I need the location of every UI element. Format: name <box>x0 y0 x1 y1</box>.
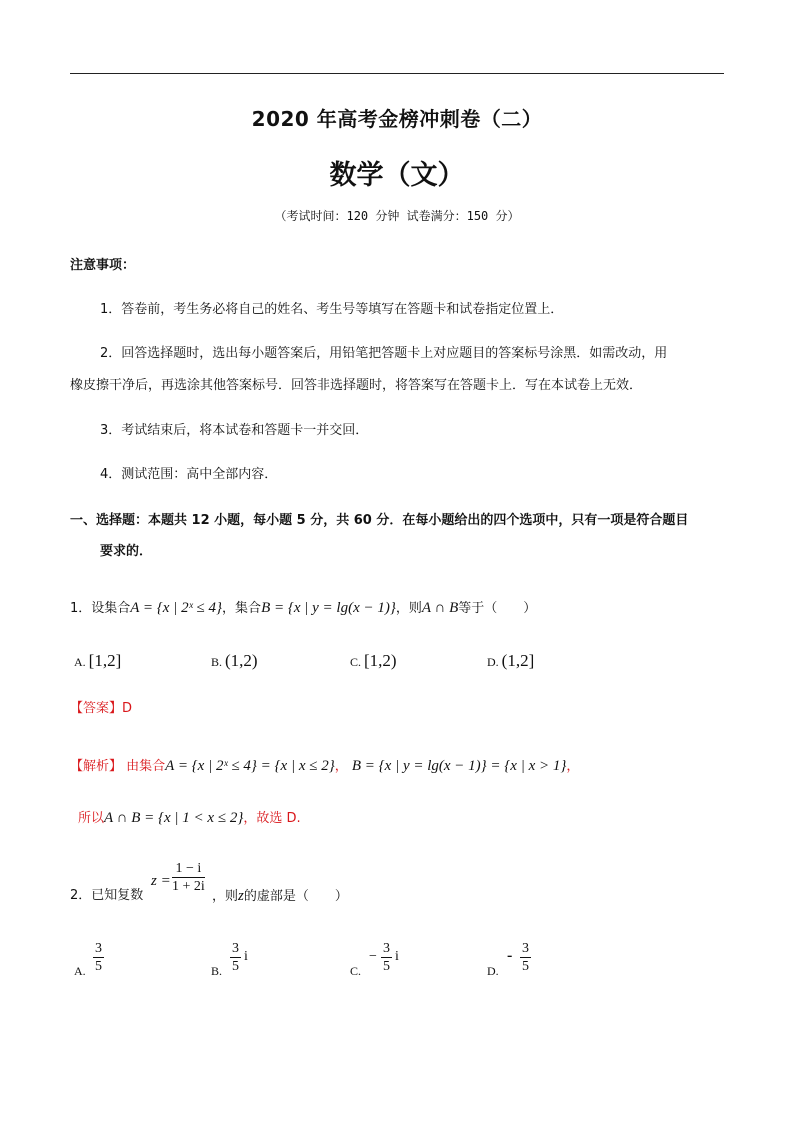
q2-option-d-letter: D. <box>487 964 499 978</box>
conclusion-math: A ∩ B = {x | 1 < x ≤ 2} <box>104 810 244 826</box>
notice-heading: 注意事项： <box>70 258 136 273</box>
set-a: A = {x | 2ˣ ≤ 4} <box>130 600 223 616</box>
section-heading: 一、选择题：本题共 12 小题，每小题 5 分，共 60 分．在每小题给出的四个选项中，只有一项是符合题目 <box>70 513 689 528</box>
z-fraction: $\frac{1 - i}{1 + 2i}$ <box>172 861 205 894</box>
q2-option-c-sign: − <box>369 949 377 964</box>
question-1: 1．设集合A = {x | 2ˣ ≤ 4}，集合B = {x | y = lg(x − 1)}，则A ∩ B等于（ ） <box>70 600 537 616</box>
notice-item-3: 3．考试结束后，将本试卷和答题卡一并交回． <box>100 423 369 438</box>
question-2-prefix: 2．已知复数 <box>70 888 144 903</box>
section-heading-cont: 要求的． <box>100 544 153 559</box>
q2-option-a-value: $\frac{3}{5}$ <box>95 941 102 974</box>
analysis-math-b: B = {x | y = lg(x − 1)} = {x | x > 1} <box>351 758 567 774</box>
q2-option-b-value: $\frac{3}{5}$ <box>232 941 239 974</box>
exam-info: （考试时间：120 分钟 试卷满分：150 分） <box>274 209 520 223</box>
q1-analysis: 【解析】 由集合A = {x | 2ˣ ≤ 4} = {x | x ≤ 2}， B = {x | y = lg(x − 1)} = {x | x > 1}， <box>70 758 580 774</box>
q2-option-d-value: $\frac{3}{5}$ <box>522 941 529 974</box>
z-equals: z = <box>151 873 171 889</box>
intersection: A ∩ B <box>421 600 459 616</box>
exam-title: 2020 年高考金榜冲刺卷（二） <box>251 107 543 131</box>
q1-option-c: C. [1,2) <box>350 651 397 670</box>
analysis-math-a: A = {x | 2ˣ ≤ 4} = {x | x ≤ 2} <box>165 758 335 774</box>
q2-option-d-sign: - <box>507 947 513 964</box>
q1-conclusion: 所以A ∩ B = {x | 1 < x ≤ 2}，故选 D. <box>78 810 301 826</box>
q2-option-c-letter: C. <box>350 964 362 978</box>
notice-item-2: 2．回答选择题时，选出每小题答案后，用铅笔把答题卡上对应题目的答案标号涂黑．如需改动，用 <box>100 346 668 361</box>
q2-option-c-unit: i <box>395 949 399 964</box>
q2-option-a-letter: A. <box>74 964 86 978</box>
subject-title: 数学（文） <box>329 160 465 191</box>
q2-option-b-letter: B. <box>211 964 223 978</box>
notice-item-4: 4．测试范围：高中全部内容． <box>100 467 278 482</box>
q2-option-c-value: $\frac{3}{5}$ <box>383 941 390 974</box>
q2-option-b-unit: i <box>244 949 248 964</box>
top-rule <box>70 73 724 74</box>
q1-option-d: D. (1,2] <box>487 651 535 670</box>
q1-option-a: A. [1,2] <box>74 651 122 670</box>
set-b: B = {x | y = lg(x − 1)} <box>261 600 396 616</box>
question-2-suffix: ，则z的虚部是（ ） <box>212 888 348 904</box>
notice-item-1: 1．答卷前，考生务必将自己的姓名、考生号等填写在答题卡和试卷指定位置上． <box>100 302 564 317</box>
q1-option-b: B. (1,2) <box>211 651 258 670</box>
q1-answer: 【答案】D <box>70 701 133 716</box>
notice-item-2-cont: 橡皮擦干净后，再选涂其他答案标号．回答非选择题时，将答案写在答题卡上．写在本试卷上无效． <box>70 378 643 393</box>
